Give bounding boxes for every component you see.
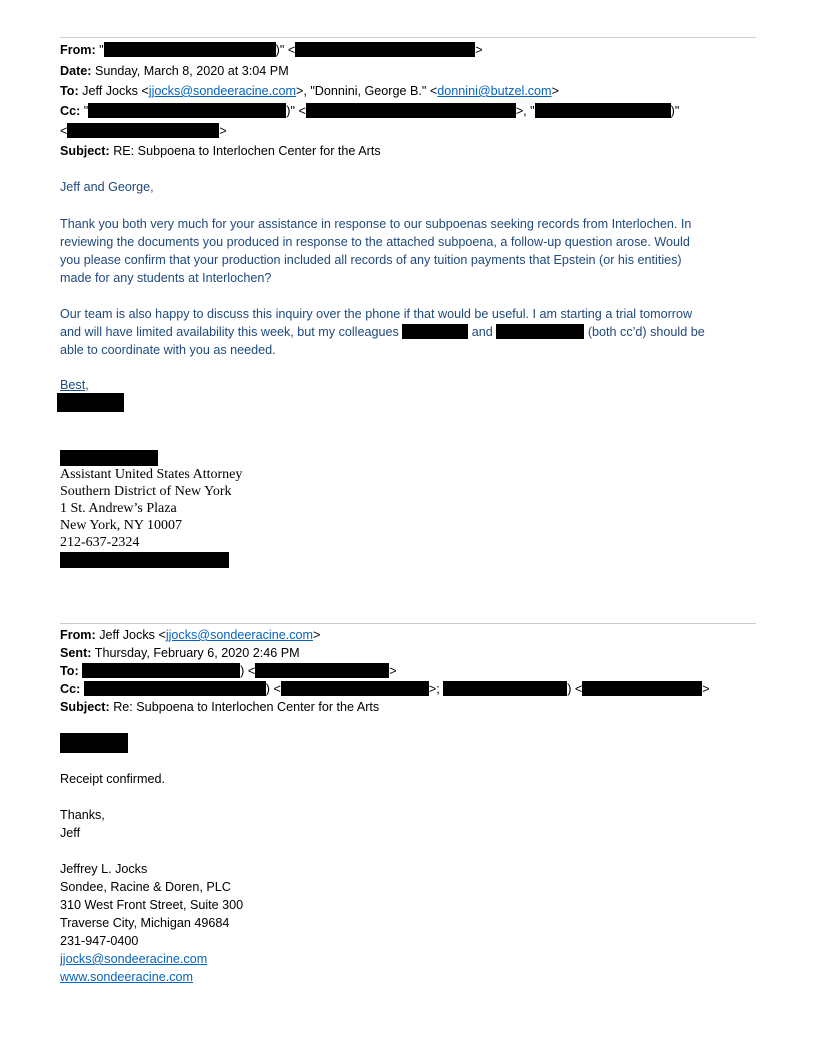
signature-line: Southern District of New York	[60, 484, 232, 499]
body-line: made for any students at Interlochen?	[60, 271, 272, 285]
signature-line: New York, NY 10007	[60, 518, 182, 533]
greeting: Jeff and George,	[60, 180, 154, 194]
redaction	[84, 681, 266, 696]
signature-line: 212-637-2324	[60, 535, 140, 550]
sent-line: Sent: Thursday, February 6, 2020 2:46 PM	[60, 646, 300, 660]
signature-email-link[interactable]: jjocks@sondeeracine.com	[60, 952, 208, 966]
sender-name: Jeff	[60, 826, 81, 840]
redaction	[443, 681, 567, 696]
cc-line-cont: < >	[60, 124, 227, 138]
redaction	[281, 681, 429, 696]
signature-line: 231-947-0400	[60, 934, 139, 948]
signature-line: Jeffrey L. Jocks	[60, 862, 148, 876]
cc-line: Cc: ) < >; ) < >	[60, 682, 710, 696]
redaction	[306, 103, 516, 118]
date-line: Date: Sunday, March 8, 2020 at 3:04 PM	[60, 64, 289, 78]
email-link[interactable]: donnini@butzel.com	[437, 84, 552, 98]
signature-line: 1 St. Andrew’s Plaza	[60, 501, 177, 516]
from-line: From: " )" < >	[60, 43, 483, 57]
header-divider	[60, 37, 756, 38]
redaction	[295, 42, 475, 57]
from-line: From: Jeff Jocks <jjocks@sondeeracine.com>	[60, 628, 321, 642]
redaction	[104, 42, 276, 57]
signature-line: 310 West Front Street, Suite 300	[60, 898, 244, 912]
redaction	[255, 663, 389, 678]
body-line: Our team is also happy to discuss this inquiry over the phone if that would be useful. I am starting a trial tomorrow	[60, 307, 693, 321]
redaction	[82, 663, 240, 678]
closing: Best,	[60, 378, 89, 392]
redaction	[57, 393, 124, 412]
signature-line: Sondee, Racine & Doren, PLC	[60, 880, 231, 894]
signature-line: Assistant United States Attorney	[60, 467, 243, 482]
redaction	[60, 733, 128, 753]
body-line: Thank you both very much for your assistance in response to our subpoenas seeking records from Interlochen. In	[60, 217, 692, 231]
signature-website-link[interactable]: www.sondeeracine.com	[60, 970, 193, 984]
redaction	[402, 324, 468, 339]
redaction	[582, 681, 702, 696]
email-link[interactable]: jjocks@sondeeracine.com	[165, 628, 313, 642]
body-line: you please confirm that your production included all records of any tuition payments that Epstein (or his entities)	[60, 253, 682, 267]
signature-line: Traverse City, Michigan 49684	[60, 916, 230, 930]
closing: Thanks,	[60, 808, 105, 822]
header-divider	[60, 623, 756, 624]
redaction	[496, 324, 584, 339]
email-link[interactable]: jjocks@sondeeracine.com	[148, 84, 296, 98]
body-line: reviewing the documents you produced in response to the attached subpoena, a follow-up question arose. Would	[60, 235, 690, 249]
redaction	[88, 103, 286, 118]
redaction	[60, 552, 229, 568]
to-line: To: Jeff Jocks <jjocks@sondeeracine.com>, "Donnini, George B." <donnini@butzel.com>	[60, 84, 559, 98]
body-line: and will have limited availability this week, but my colleagues and (both cc’d) should be	[60, 325, 705, 339]
redaction	[67, 123, 219, 138]
redaction	[60, 450, 158, 466]
subject-line: Subject: RE: Subpoena to Interlochen Center for the Arts	[60, 144, 381, 158]
body-line: able to coordinate with you as needed.	[60, 343, 276, 357]
to-line: To: ) < >	[60, 664, 397, 678]
body-line: Receipt confirmed.	[60, 772, 165, 786]
subject-line: Subject: Re: Subpoena to Interlochen Center for the Arts	[60, 700, 380, 714]
cc-line: Cc: " )" < >, " )"	[60, 104, 680, 118]
redaction	[535, 103, 671, 118]
